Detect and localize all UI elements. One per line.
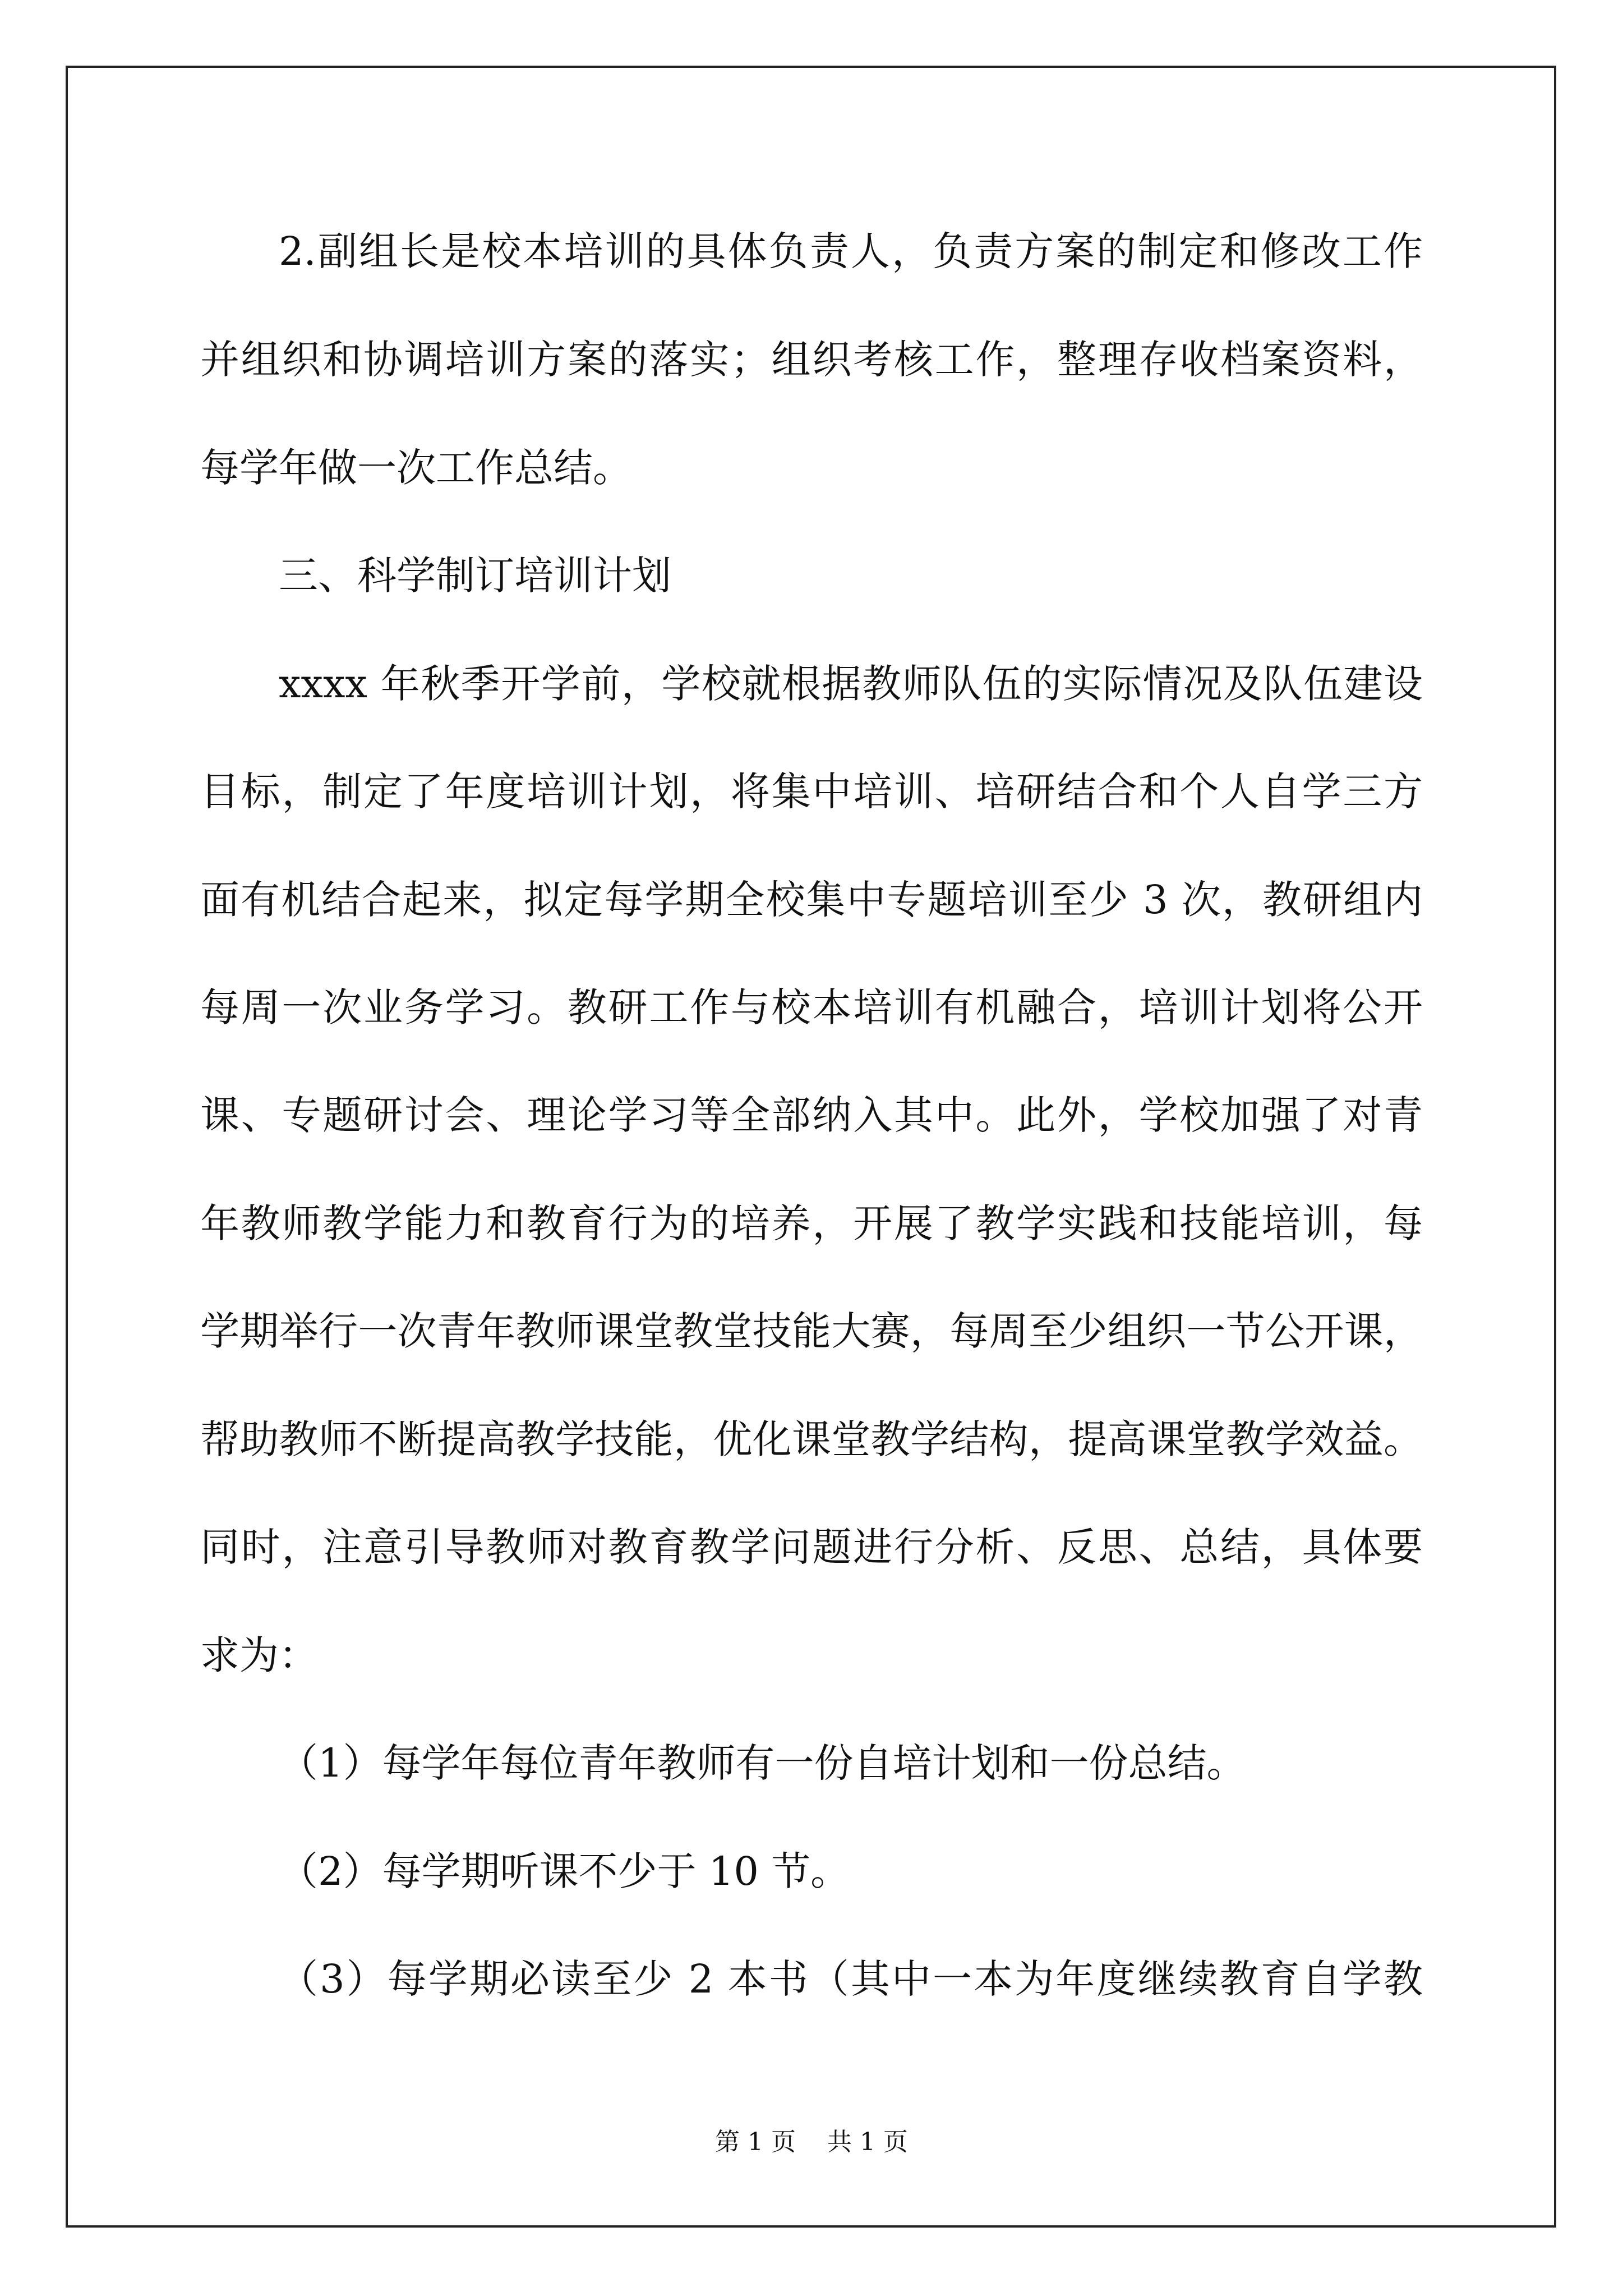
paragraph-line-6: 目标，制定了年度培训计划，将集中培训、培研结合和个人自学三方 (200, 769, 1423, 815)
paragraph-line-14: 求为： (200, 1632, 318, 1678)
paragraph-line-10: 年教师教学能力和教育行为的培养，开展了教学实践和技能培训，每 (200, 1200, 1423, 1246)
paragraph-line-8: 每周一次业务学习。教研工作与校本培训有机融合，培训计划将公开 (200, 984, 1423, 1030)
paragraph-line-2: 并组织和协调培训方案的落实；组织考核工作，整理存收档案资料， (200, 337, 1423, 383)
paragraph-line-13: 同时，注意引导教师对教育教学问题进行分析、反思、总结，具体要 (200, 1524, 1423, 1570)
paragraph-line-9: 课、专题研讨会、理论学习等全部纳入其中。此外，学校加强了对青 (200, 1092, 1423, 1138)
paragraph-line-3: 每学年做一次工作总结。 (200, 445, 632, 491)
page-border (66, 66, 1556, 2228)
list-item-3: （3）每学期必读至少 2 本书（其中一本为年度继续教育自学教 (279, 1956, 1423, 2002)
paragraph-line-7: 面有机结合起来，拟定每学期全校集中专题培训至少 3 次，教研组内 (200, 877, 1423, 923)
paragraph-line-1: 2.副组长是校本培训的具体负责人，负责方案的制定和修改工作 (279, 228, 1423, 274)
paragraph-line-11: 学期举行一次青年教师课堂教堂技能大赛，每周至少组织一节公开课， (200, 1308, 1423, 1354)
paragraph-line-12: 帮助教师不断提高教学技能，优化课堂教学结构，提高课堂教学效益。 (200, 1416, 1423, 1462)
page-footer: 第 1 页 共 1 页 (715, 2128, 908, 2156)
list-item-2: （2）每学期听课不少于 10 节。 (279, 1848, 850, 1894)
paragraph-line-5: xxxx 年秋季开学前，学校就根据教师队伍的实际情况及队伍建设 (279, 661, 1423, 707)
section-heading: 三、科学制订培训计划 (279, 553, 671, 599)
list-item-1: （1）每学年每位青年教师有一份自培计划和一份总结。 (279, 1740, 1246, 1786)
